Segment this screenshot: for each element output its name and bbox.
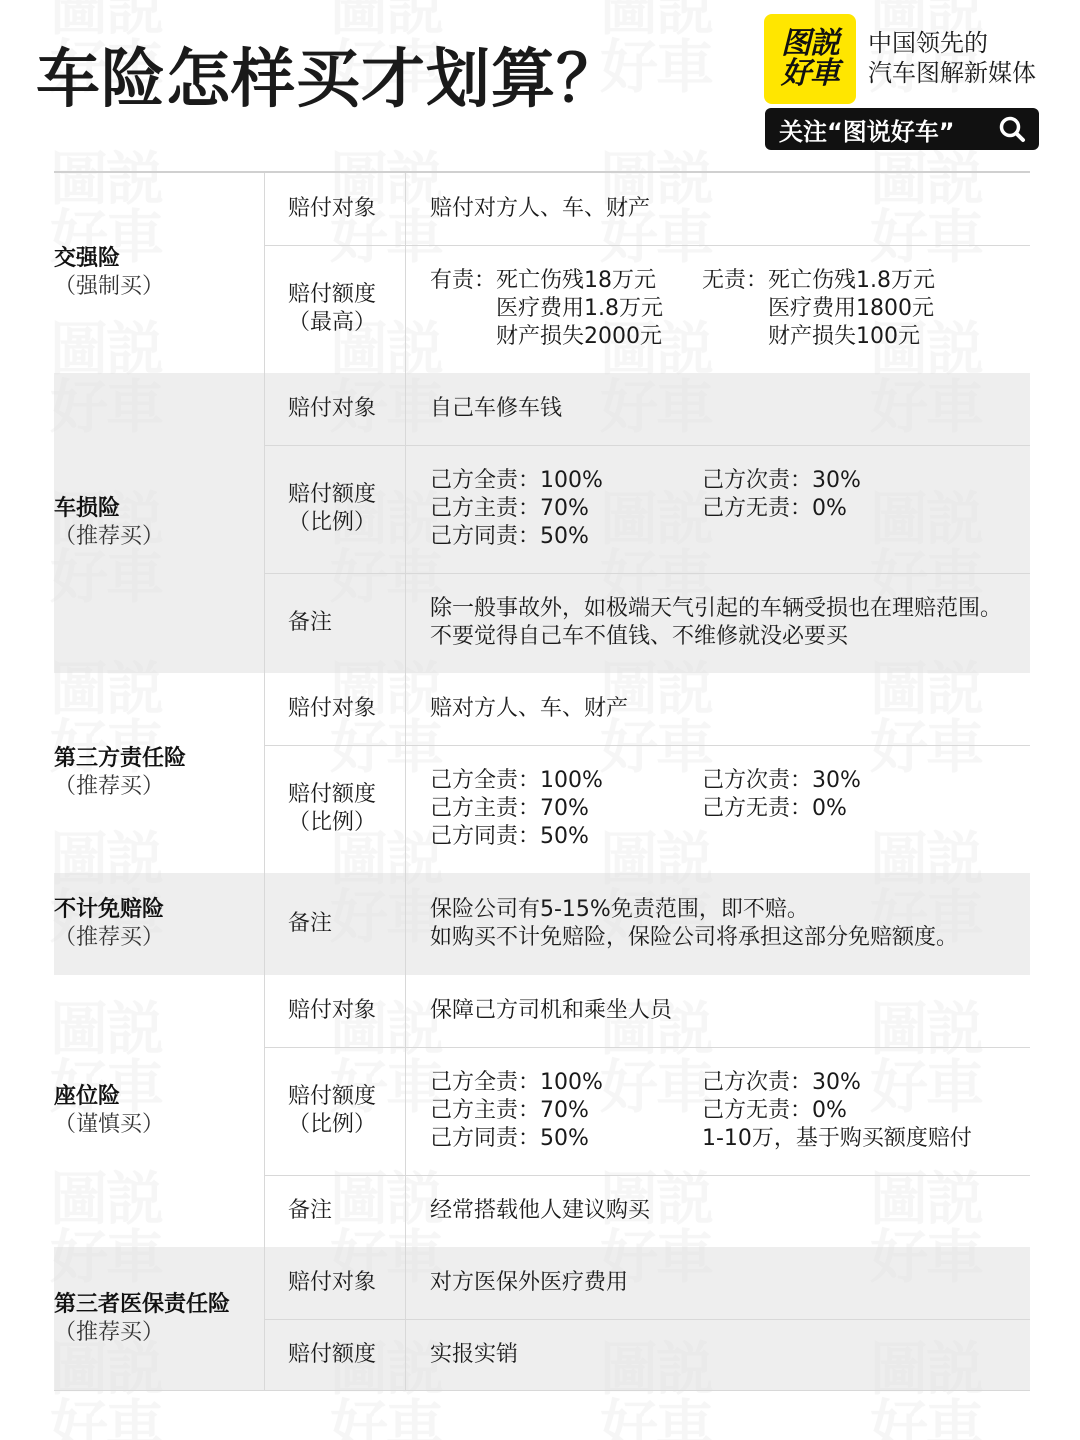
- value-line: 己方主责：70%: [430, 1098, 589, 1123]
- value-column-right: [702, 1069, 1022, 1153]
- row-label-text: 赔付额度: [288, 282, 377, 307]
- table-row: [264, 745, 1030, 873]
- value-line: 如购买不计免赔险，保险公司将承担这部分免赔额度。: [430, 925, 959, 950]
- row-label-text: 备注: [288, 1198, 333, 1223]
- value-line: 己方同责：50%: [430, 824, 589, 849]
- category-cell: [54, 173, 264, 373]
- value-line: 赔对方人、车、财产: [430, 696, 629, 721]
- bottom-rule: [54, 1390, 1030, 1391]
- row-label: [288, 1175, 408, 1247]
- value-line: 财产损失2000元: [430, 324, 662, 349]
- table-row: [264, 1247, 1030, 1319]
- row-label-text: 赔付对象: [288, 396, 377, 421]
- table-row: [264, 373, 1030, 445]
- row-label-sub: （比例）: [288, 510, 377, 535]
- tagline-line-1: 中国领先的: [868, 29, 988, 57]
- value-line: 有责：死亡伤残18万元: [430, 268, 656, 293]
- row-label-sub: （比例）: [288, 1112, 377, 1137]
- table-row: [264, 1319, 1030, 1390]
- value-columns: [430, 1069, 1030, 1153]
- row-label: [288, 245, 408, 373]
- insurance-section: [54, 673, 1030, 873]
- row-value: [430, 245, 1030, 373]
- category-name: 座位险: [54, 1084, 121, 1109]
- category-cell: [54, 373, 264, 673]
- row-label: [288, 1319, 408, 1390]
- value-line: 除一般事故外，如极端天气引起的车辆受损也在理赔范围。: [430, 596, 1003, 621]
- row-label: [288, 373, 408, 445]
- insurance-section: [54, 975, 1030, 1247]
- table-row: [264, 245, 1030, 373]
- category-name: 车损险: [54, 496, 121, 521]
- value-column-right: [702, 267, 1022, 351]
- value-line: 保障己方司机和乘坐人员: [430, 998, 673, 1023]
- row-value: [430, 173, 1030, 245]
- category-note: （推荐买）: [54, 925, 165, 950]
- row-value: [430, 873, 1030, 975]
- value-line: 1-10万，基于购买额度赔付: [702, 1126, 972, 1151]
- value-line: 己方主责：70%: [430, 796, 589, 821]
- row-label-text: 备注: [288, 610, 333, 635]
- category-cell: [54, 975, 264, 1247]
- row-value: [430, 1247, 1030, 1319]
- table-row: [264, 445, 1030, 573]
- category-note: （推荐买）: [54, 524, 165, 549]
- row-label-text: 备注: [288, 911, 333, 936]
- row-label-sub: （比例）: [288, 810, 377, 835]
- value-line: 己方全责：100%: [430, 768, 603, 793]
- table-row: [264, 673, 1030, 745]
- search-icon[interactable]: [997, 114, 1027, 144]
- value-line: 己方全责：100%: [430, 468, 603, 493]
- value-column-left: [430, 267, 702, 351]
- category-note: （谨慎买）: [54, 1112, 165, 1137]
- value-line: 己方次责：30%: [702, 768, 861, 793]
- row-label-sub: （最高）: [288, 310, 377, 335]
- row-value: [430, 673, 1030, 745]
- header: [0, 0, 1080, 160]
- value-line: 己方同责：50%: [430, 524, 589, 549]
- row-value: [430, 1319, 1030, 1390]
- row-label: [288, 573, 408, 673]
- value-line: 己方无责：0%: [702, 1098, 847, 1123]
- value-line: 保险公司有5-15%免责范围，即不赔。: [430, 897, 809, 922]
- follow-label: 关注“图说好车”: [779, 117, 955, 146]
- row-label: [288, 445, 408, 573]
- logo-text-top: 图説: [781, 26, 839, 61]
- value-line: 不要觉得自己车不值钱、不维修就没必要买: [430, 624, 849, 649]
- value-line: 无责：死亡伤残1.8万元: [702, 268, 935, 293]
- insurance-section: [54, 1247, 1030, 1390]
- brand-tagline: [868, 28, 1036, 88]
- insurance-section: [54, 373, 1030, 673]
- row-value: [430, 573, 1030, 673]
- table-row: [264, 873, 1030, 975]
- top-rule: [54, 171, 1030, 173]
- category-note: （推荐买）: [54, 1319, 165, 1345]
- row-label-text: 赔付额度: [288, 482, 377, 507]
- value-line: 对方医保外医疗费用: [430, 1270, 629, 1295]
- value-line: 经常搭载他人建议购买: [430, 1198, 651, 1223]
- row-label: [288, 1047, 408, 1175]
- row-label-text: 赔付额度: [288, 782, 377, 807]
- value-line: 己方无责：0%: [702, 796, 847, 821]
- value-column-left: [430, 1069, 702, 1153]
- insurance-section: [54, 873, 1030, 975]
- row-value: [430, 975, 1030, 1047]
- value-line: 财产损失100元: [702, 324, 920, 349]
- row-label-text: 赔付对象: [288, 998, 377, 1023]
- category-name: 交强险: [54, 246, 121, 271]
- value-columns: [430, 467, 1030, 551]
- follow-banner[interactable]: [765, 108, 1039, 150]
- row-label: [288, 975, 408, 1047]
- value-line: 己方主责：70%: [430, 496, 589, 521]
- row-value: [430, 745, 1030, 873]
- table-row: [264, 1047, 1030, 1175]
- row-label: [288, 1247, 408, 1319]
- row-label-text: 赔付对象: [288, 696, 377, 721]
- value-column-left: [430, 467, 702, 551]
- logo-text-bottom: 好車: [781, 56, 839, 91]
- row-label: [288, 873, 408, 975]
- category-cell: [54, 673, 264, 873]
- row-value: [430, 445, 1030, 573]
- row-label-text: 赔付额度: [288, 1341, 377, 1367]
- category-name: 第三方责任险: [54, 746, 187, 771]
- table-row: [264, 1175, 1030, 1247]
- value-column-left: [430, 767, 702, 851]
- tagline-line-2: 汽车图解新媒体: [868, 59, 1036, 87]
- value-line: 己方全责：100%: [430, 1070, 603, 1095]
- category-note: （强制买）: [54, 274, 165, 299]
- value-line: 己方同责：50%: [430, 1126, 589, 1151]
- page-title: 车险怎样买才划算？: [36, 43, 621, 117]
- value-line: 赔付对方人、车、财产: [430, 196, 651, 221]
- category-cell: [54, 1247, 264, 1390]
- category-note: （推荐买）: [54, 774, 165, 799]
- row-label: [288, 745, 408, 873]
- table-row: [264, 975, 1030, 1047]
- value-line: 医疗费用1.8万元: [430, 296, 663, 321]
- category-name: 不计免赔险: [54, 897, 165, 922]
- table-row: [264, 573, 1030, 673]
- row-value: [430, 1175, 1030, 1247]
- value-line: 己方无责：0%: [702, 496, 847, 521]
- value-columns: [430, 267, 1030, 351]
- row-label: [288, 173, 408, 245]
- value-line: 医疗费用1800元: [702, 296, 934, 321]
- value-line: 己方次责：30%: [702, 1070, 861, 1095]
- value-line: 自己车修车钱: [430, 396, 563, 421]
- value-column-right: [702, 467, 1022, 551]
- row-label: [288, 673, 408, 745]
- row-value: [430, 373, 1030, 445]
- row-label-text: 赔付对象: [288, 1270, 377, 1295]
- value-line: 实报实销: [430, 1341, 519, 1367]
- row-value: [430, 1047, 1030, 1175]
- table-row: [264, 173, 1030, 245]
- row-label-text: 赔付额度: [288, 1084, 377, 1109]
- value-columns: [430, 767, 1030, 851]
- value-column-right: [702, 767, 1022, 851]
- brand-logo: [764, 14, 856, 104]
- value-line: 己方次责：30%: [702, 468, 861, 493]
- row-label-text: 赔付对象: [288, 196, 377, 221]
- category-name: 第三者医保责任险: [54, 1291, 231, 1317]
- category-cell: [54, 873, 264, 975]
- insurance-section: [54, 173, 1030, 373]
